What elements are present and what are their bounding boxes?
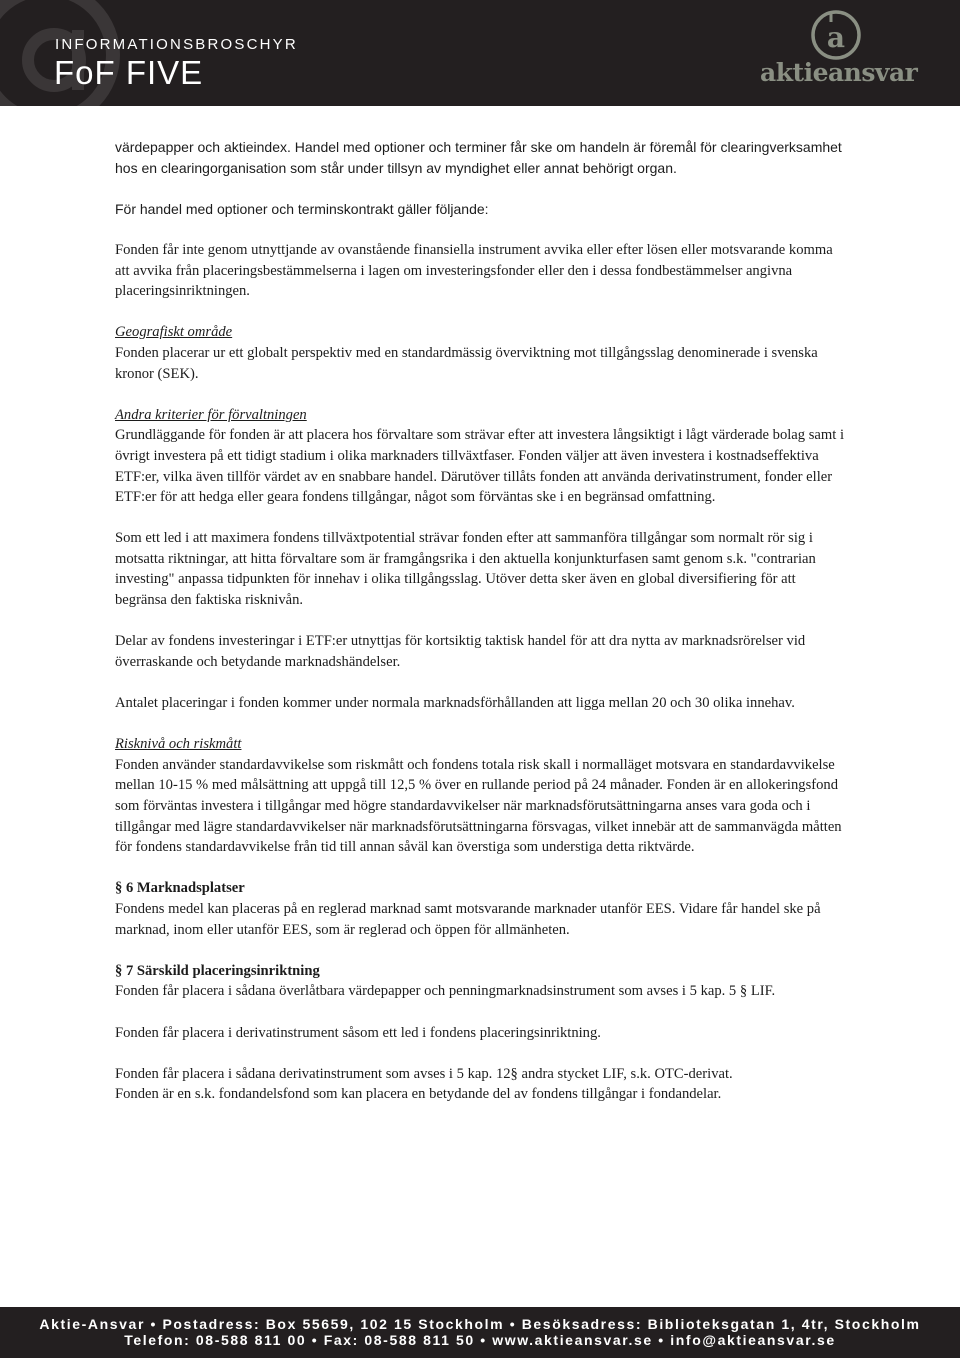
marketplaces-heading: § 6 Marknadsplatser <box>115 880 245 897</box>
paragraph-options-rules: Fonden får inte genom utnyttjande av ovanstående finansiella instrument avvika eller efter lösen eller motsvarande komma att avvika från placeringsbestämmelserna i lagen om investeringsfonder eller den i dessa fondbestämmelser angivna placeringsinriktningen. <box>115 241 833 300</box>
fund-title: FoF FIVE <box>54 54 204 91</box>
page-header <box>0 0 960 106</box>
section-marketplaces <box>115 878 850 940</box>
document-body <box>115 137 850 1126</box>
paragraph-otc <box>115 1064 850 1105</box>
fund-of-funds-text: Fonden är en s.k. fondandelsfond som kan placera en betydande del av fondens tillgångar i fondandelar. <box>115 1086 722 1103</box>
paragraph-options-intro: värdepapper och aktieindex. Handel med optioner och terminer får ske om handeln är föremål för clearingverksamhet hos en clearingorganisation som står under tillsyn av myndighet eller annat behörigt organ. <box>115 139 842 176</box>
risk-text: Fonden använder standardavvikelse som riskmått och fondens totala risk skall i normalläget motsvara en standardavvikelse mellan 10-15 % med målsättning att uppgå till 12,5 % över en rullande period på 24 månader. Fonden är en allokeringsfond som förväntas investera i tillgångar med högre standardavvikelser när marknadsförutsättningarna anses vara goda och i tillgångar med lägre standardavvikelser när marknadsförutsättningarna försvagas, vilket innebär att de sammanvägda måtten för fondens standardavvikelse från tid till annan såväl kan överstiga som understiga detta riktvärde. <box>115 756 842 856</box>
otc-text: Fonden får placera i sådana derivatinstrument som avses i 5 kap. 12§ andra stycket LIF, s.k. OTC-derivat. <box>115 1065 733 1082</box>
aktieansvar-logo-icon <box>810 9 862 61</box>
brochure-kicker: INFORMATIONSBROSCHYR <box>55 36 298 53</box>
section-geography <box>115 322 850 384</box>
footer-contact: Telefon: 08-588 811 00 • Fax: 08-588 811 50 • www.aktieansvar.se • info@aktieansvar.se <box>124 1332 836 1348</box>
page-footer <box>0 1307 960 1358</box>
criteria-text: Grundläggande för fonden är att placera hos förvaltare som strävar efter att investera långsiktigt i lågt värderade bolag samt i övrigt investera på ett tidigt stadium i olika marknaders tillväxtfaser. Fonden väljer att även investera i kostnadseffektiva ETF:er, vilka även tillför värdet av en snabbare handel. Därutöver tillåts fonden att använda derivatinstrument, fonder eller ETF:er för att hedga eller geara fondens tillgångar, något som förväntas ske i en begränsad omfattning. <box>115 427 844 506</box>
section-placement <box>115 961 850 1002</box>
placement-text: Fonden får placera i sådana överlåtbara värdepapper och penningmarknadsinstrument som avses i 5 kap. 5 § LIF. <box>115 983 776 1000</box>
aktieansvar-logo[interactable] <box>760 9 918 93</box>
footer-address: Aktie-Ansvar • Postadress: Box 55659, 102 15 Stockholm • Besöksadress: Biblioteksgatan 1, 4tr, Stockholm <box>39 1316 921 1332</box>
section-risk <box>115 734 850 858</box>
geography-heading: Geografiskt område <box>115 324 233 341</box>
marketplaces-text: Fondens medel kan placeras på en reglerad marknad samt motsvarande marknader utanför EES. Vidare får handel ske på marknad, inom eller utanför EES, som är reglerad och öppen för allmänheten. <box>115 900 821 938</box>
risk-heading: Risknivå och riskmått <box>115 736 242 753</box>
criteria-heading: Andra kriterier för förvaltningen <box>115 406 307 423</box>
paragraph-derivatives: Fonden får placera i derivatinstrument såsom ett led i fondens placeringsinriktning. <box>115 1024 601 1041</box>
paragraph-etf: Delar av fondens investeringar i ETF:er utnyttjas för kortsiktig taktisk handel för att dra nytta av marknadsrörelser vid överraskande och betydande marknadshändelser. <box>115 633 806 670</box>
svg-text:a: a <box>826 21 846 54</box>
logo-wordmark: aktieansvar <box>760 58 918 87</box>
paragraph-growth: Som ett led i att maximera fondens tillväxtpotential strävar fonden efter att sammanföra tillgångar som normalt rör sig i motsatta riktningar, att hitta förvaltare som är framgångsrika i den aktuella konjunkturfasen samt genom s.k. "contrarian investing" anpassa tidpunkten för innehav i olika tillgångsslag. Utöver detta sker även en global diversifiering för att begränsa den faktiska risknivån. <box>115 530 816 609</box>
placement-heading: § 7 Särskild placeringsinriktning <box>115 962 320 979</box>
geography-text: Fonden placerar ur ett globalt perspektiv med en standardmässig överviktning mot tillgångsslag denominerade i svenska kronor (SEK). <box>115 344 818 382</box>
paragraph-holdings: Antalet placeringar i fonden kommer under normala marknadsförhållanden att ligga mellan 20 och 30 olika innehav. <box>115 695 795 712</box>
section-criteria <box>115 405 850 508</box>
paragraph-options-rules-lead: För handel med optioner och terminskontrakt gäller följande: <box>115 200 489 217</box>
